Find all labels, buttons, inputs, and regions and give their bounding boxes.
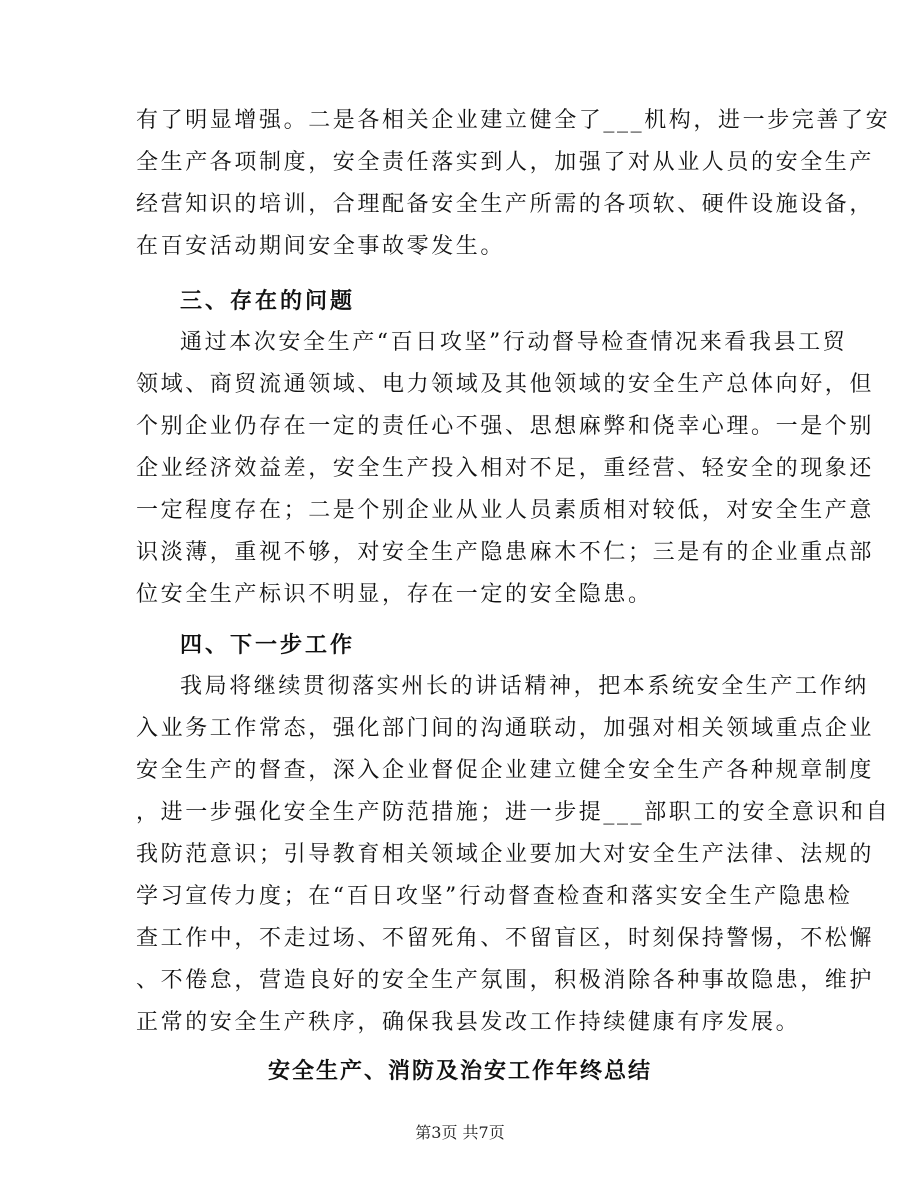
- body-text-line: 企业经济效益差，安全生产投入相对不足，重经营、轻安全的现象还: [136, 456, 875, 481]
- body-text-line: 查工作中，不走过场、不留死角、不留盲区，时刻保持警惕，不松懈: [136, 926, 875, 951]
- body-text-line: 学习宣传力度；在“百日攻坚”行动督查检查和落实安全生产隐患检: [136, 884, 853, 909]
- body-text-line: 入业务工作常态，强化部门间的沟通联动，加强对相关领域重点企业: [136, 716, 875, 741]
- body-text-line: 我局将继续贯彻落实州长的讲话精神，把本系统安全生产工作纳: [180, 674, 869, 699]
- body-text-line: 识淡薄，重视不够，对安全生产隐患麻木不仁；三是有的企业重点部: [136, 540, 875, 565]
- body-text-line: 一定程度存在；二是个别企业从业人员素质相对较低，对安全生产意: [136, 498, 875, 523]
- body-text-line: ，进一步强化安全生产防范措施；进一步提___部职工的安全意识和自: [136, 800, 891, 825]
- body-text-line: 正常的安全生产秩序，确保我县发改工作持续健康有序发展。: [136, 1010, 801, 1035]
- body-text-line: 经营知识的培训，合理配备安全生产所需的各项软、硬件设施设备，: [136, 192, 875, 217]
- body-text-line: 通过本次安全生产“百日攻坚”行动督导检查情况来看我县工贸: [180, 330, 848, 355]
- document-title: 安全生产、消防及治安工作年终总结: [267, 1058, 652, 1084]
- body-text-line: 位安全生产标识不明显，存在一定的安全隐患。: [136, 582, 653, 607]
- body-text-line: 安全生产的督查，深入企业督促企业建立健全安全生产各种规章制度: [136, 758, 875, 783]
- body-text-line: 有了明显增强。二是各相关企业建立健全了___机构，进一步完善了安: [136, 108, 891, 133]
- body-text-line: 我防范意识；引导教育相关领域企业要加大对安全生产法律、法规的: [136, 842, 875, 867]
- body-text-line: 全生产各项制度，安全责任落实到人，加强了对从业人员的安全生产: [136, 150, 875, 175]
- section-heading-next-steps: 四、下一步工作: [180, 632, 356, 658]
- page-number-footer: 第3页 共7页: [415, 1123, 505, 1142]
- section-heading-problems: 三、存在的问题: [180, 288, 356, 314]
- body-text-line: 、不倦怠，营造良好的安全生产氛围，积极消除各种事故隐患，维护: [136, 968, 875, 993]
- body-text-line: 个别企业仍存在一定的责任心不强、思想麻弊和侥幸心理。一是个别: [136, 414, 875, 439]
- body-text-line: 领域、商贸流通领域、电力领域及其他领域的安全生产总体向好，但: [136, 372, 875, 397]
- body-text-line: 在百安活动期间安全事故零发生。: [136, 234, 506, 259]
